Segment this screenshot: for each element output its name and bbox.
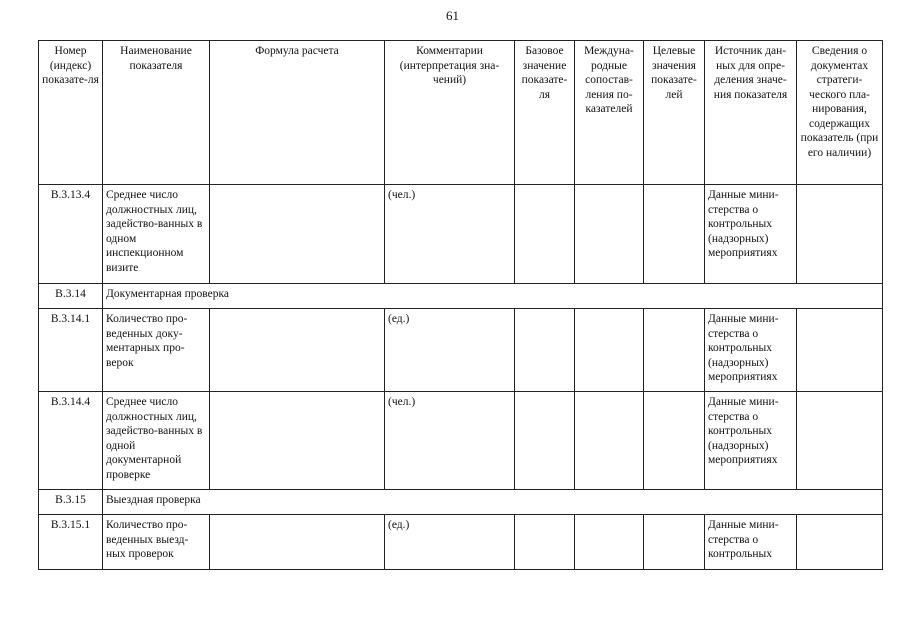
row-comment: (чел.) bbox=[385, 185, 515, 284]
row-name: Среднее число должностных лиц, задейство-ванных в одной документарной проверке bbox=[103, 392, 210, 490]
row-target bbox=[644, 309, 705, 392]
row-target bbox=[644, 185, 705, 284]
row-source: Данные мини-стерства о контрольных (надзорных) мероприятиях bbox=[705, 185, 797, 284]
row-international bbox=[575, 515, 644, 570]
row-base-value bbox=[515, 309, 575, 392]
row-target bbox=[644, 515, 705, 570]
table-row bbox=[39, 185, 883, 284]
row-name: Количество про-веденных доку-ментарных про-верок bbox=[103, 309, 210, 392]
row-strategic-docs bbox=[797, 515, 883, 570]
indicators-table bbox=[38, 40, 883, 570]
row-source: Данные мини-стерства о контрольных bbox=[705, 515, 797, 570]
row-strategic-docs bbox=[797, 309, 883, 392]
row-international bbox=[575, 309, 644, 392]
row-source: Данные мини-стерства о контрольных (надзорных) мероприятиях bbox=[705, 309, 797, 392]
header-name: Наименование показателя bbox=[103, 41, 210, 185]
row-index: В.3.14.1 bbox=[39, 309, 103, 392]
row-comment: (чел.) bbox=[385, 392, 515, 490]
row-formula bbox=[210, 309, 385, 392]
row-index: В.3.14.4 bbox=[39, 392, 103, 490]
row-comment: (ед.) bbox=[385, 515, 515, 570]
page-number: 61 bbox=[446, 8, 459, 23]
row-index: В.3.13.4 bbox=[39, 185, 103, 284]
row-name: Среднее число должностных лиц, задейство-ванных в одном инспекционном визите bbox=[103, 185, 210, 284]
row-international bbox=[575, 185, 644, 284]
section-title: Выездная проверка bbox=[103, 490, 883, 515]
section-row bbox=[39, 284, 883, 309]
table-row bbox=[39, 309, 883, 392]
row-base-value bbox=[515, 515, 575, 570]
header-base-value: Базовое значение показате-ля bbox=[515, 41, 575, 185]
row-base-value bbox=[515, 392, 575, 490]
header-strategic-docs: Сведения о документах стратеги-ческого пла-нирования, содержащих показатель (при его наличии) bbox=[797, 41, 883, 185]
row-strategic-docs bbox=[797, 392, 883, 490]
section-index: В.3.14 bbox=[39, 284, 103, 309]
header-data-source: Источник дан-ных для опре-деления значе-ния показателя bbox=[705, 41, 797, 185]
header-formula: Формула расчета bbox=[210, 41, 385, 185]
header-international: Междуна-родные сопостав-ления по-казателей bbox=[575, 41, 644, 185]
row-international bbox=[575, 392, 644, 490]
section-row bbox=[39, 490, 883, 515]
section-title: Документарная проверка bbox=[103, 284, 883, 309]
row-strategic-docs bbox=[797, 185, 883, 284]
section-index: В.3.15 bbox=[39, 490, 103, 515]
row-index: В.3.15.1 bbox=[39, 515, 103, 570]
row-formula bbox=[210, 515, 385, 570]
header-target-values: Целевые значения показате-лей bbox=[644, 41, 705, 185]
table-row bbox=[39, 515, 883, 570]
row-name: Количество про-веденных выезд-ных проверок bbox=[103, 515, 210, 570]
header-comments: Комментарии (интерпретация зна-чений) bbox=[385, 41, 515, 185]
row-source: Данные мини-стерства о контрольных (надзорных) мероприятиях bbox=[705, 392, 797, 490]
header-index: Номер (индекс) показате-ля bbox=[39, 41, 103, 185]
table-header-row bbox=[39, 41, 883, 185]
table-row bbox=[39, 392, 883, 490]
row-formula bbox=[210, 392, 385, 490]
row-comment: (ед.) bbox=[385, 309, 515, 392]
row-target bbox=[644, 392, 705, 490]
row-formula bbox=[210, 185, 385, 284]
row-base-value bbox=[515, 185, 575, 284]
